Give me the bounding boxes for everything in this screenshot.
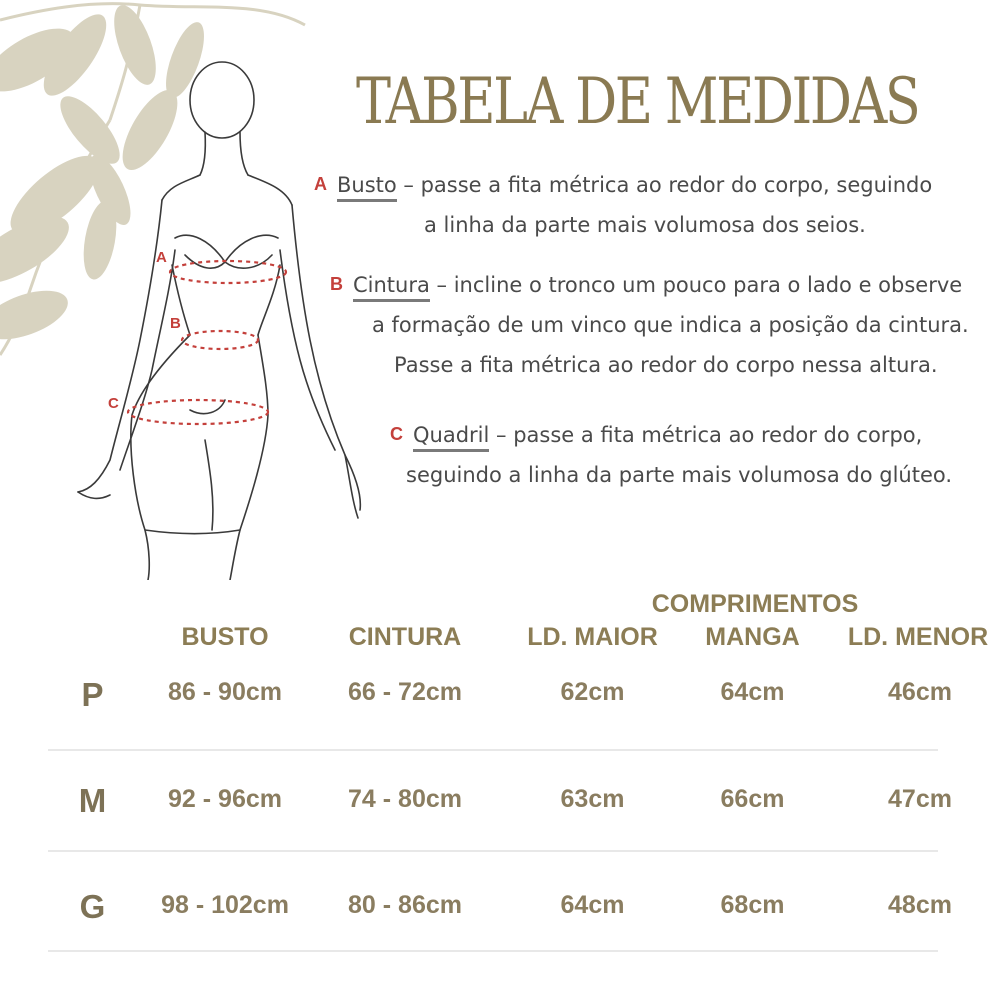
page-title: TABELA DE MEDIDAS [356, 65, 919, 139]
measure-text: – passe a fita métrica ao redor do corpo, [489, 423, 923, 447]
cell-ld-maior-m: 63cm [560, 785, 625, 813]
cell-ld-menor-g: 48cm [888, 891, 952, 919]
measure-cintura [330, 264, 969, 385]
measure-term: Cintura [353, 273, 430, 302]
cell-busto-m: 92 - 96cm [168, 785, 282, 813]
measure-text: – incline o tronco um pouco para o lado e observe [429, 273, 963, 297]
cell-manga-g: 68cm [720, 891, 785, 919]
cell-cintura-p: 66 - 72cm [348, 678, 462, 706]
measure-term: Quadril [413, 423, 489, 452]
measure-text-3: Passe a fita métrica ao redor do corpo nessa altura. [394, 353, 938, 377]
measure-text: – passe a fita métrica ao redor do corpo, seguindo [396, 173, 933, 197]
header-manga: MANGA [705, 623, 800, 651]
header-cintura: CINTURA [348, 623, 462, 651]
figure-label-b: B [170, 315, 181, 332]
measure-letter: B [330, 274, 343, 294]
measure-quadril [390, 414, 952, 495]
cell-busto-p: 86 - 90cm [168, 678, 282, 706]
cell-manga-m: 66cm [720, 785, 785, 813]
figure-label-c: C [108, 395, 119, 412]
measure-busto [314, 164, 932, 245]
cell-cintura-g: 80 - 86cm [348, 891, 462, 919]
row-divider [48, 850, 938, 852]
cell-busto-g: 98 - 102cm [161, 891, 289, 919]
row-divider [48, 749, 938, 751]
figure-label-a: A [156, 249, 167, 266]
header-ld-menor: LD. MENOR [847, 623, 989, 651]
header-ld-maior: LD. MAIOR [527, 623, 658, 651]
header-busto: BUSTO [181, 623, 269, 651]
cell-cintura-m: 74 - 80cm [348, 785, 462, 813]
measure-text-2: seguindo a linha da parte mais volumosa do glúteo. [406, 463, 953, 487]
cell-manga-p: 64cm [720, 678, 785, 706]
measure-term: Busto [337, 173, 397, 202]
measure-letter: C [390, 424, 403, 444]
size-label-p: P [81, 676, 104, 713]
header-comprimentos: COMPRIMENTOS [651, 590, 859, 618]
cell-ld-menor-p: 46cm [888, 678, 952, 706]
measure-text-2: a formação de um vinco que indica a posição da cintura. [372, 313, 969, 337]
measure-text-2: a linha da parte mais volumosa dos seios. [424, 213, 866, 237]
row-divider [48, 950, 938, 952]
cell-ld-menor-m: 47cm [888, 785, 952, 813]
cell-ld-maior-p: 62cm [560, 678, 625, 706]
size-label-g: G [79, 888, 106, 925]
measure-letter: A [314, 174, 327, 194]
cell-ld-maior-g: 64cm [560, 891, 625, 919]
size-label-m: M [78, 782, 107, 819]
